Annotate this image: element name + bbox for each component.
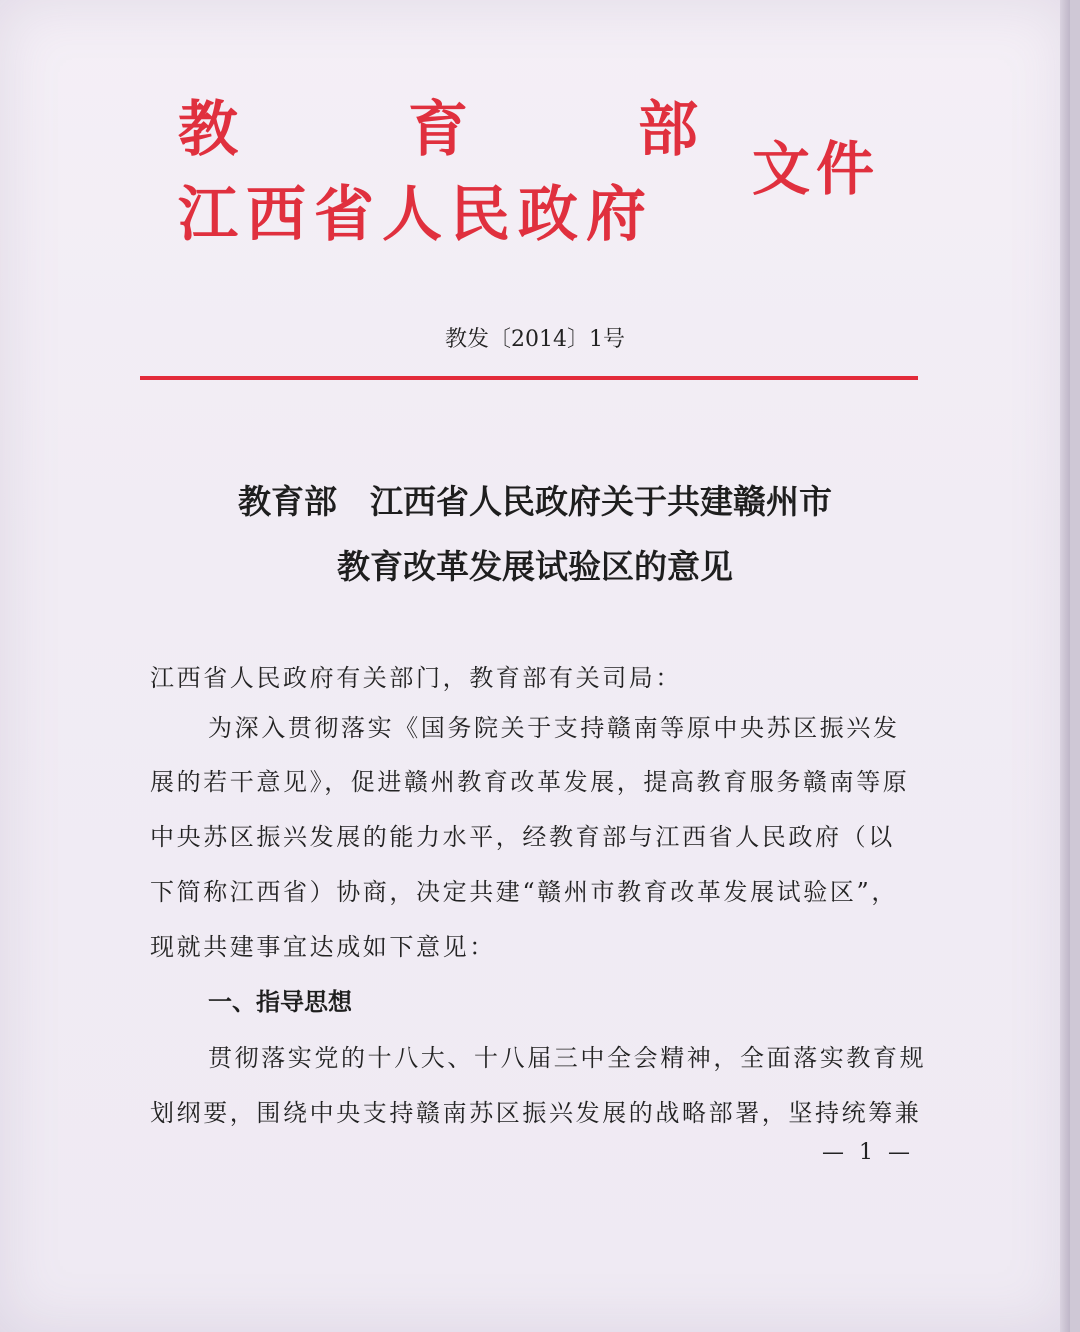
issuer-ministry-of-education — [178, 95, 698, 165]
paragraph-2-line: 贯彻落实党的十八大、十八届三中全会精神，全面落实教育规 — [208, 1044, 927, 1072]
document-type-label: 文件 — [752, 135, 881, 203]
page-edge — [1060, 0, 1070, 1332]
paragraph-1-line: 展的若干意见》，促进赣州教育改革发展，提高教育服务赣南等原 — [150, 768, 910, 796]
page-number: — 1 — — [822, 1140, 914, 1165]
paragraph-2-line: 划纲要，围绕中央支持赣南苏区振兴发展的战略部署，坚持统筹兼 — [150, 1099, 922, 1127]
paragraph-1-line: 中央苏区振兴发展的能力水平，经教育部与江西省人民政府（以 — [150, 823, 895, 851]
section-heading-guiding-ideology: 一、指导思想 — [208, 988, 352, 1016]
paragraph-1-line: 下简称江西省）协商，决定共建“赣州市教育改革发展试验区”， — [150, 878, 898, 906]
issuer-char: 育 — [408, 95, 468, 165]
issuer-char: 教 — [178, 95, 238, 165]
issuer-char: 部 — [638, 95, 698, 165]
red-separator-line — [140, 376, 918, 380]
document-title-line-1: 教育部 江西省人民政府关于共建赣州市 — [238, 482, 832, 521]
addressee: 江西省人民政府有关部门，教育部有关司局： — [150, 664, 682, 692]
document-number: 教发〔2014〕1号 — [445, 327, 625, 352]
paragraph-1-line: 现就共建事宜达成如下意见： — [150, 933, 496, 961]
paragraph-1-line: 为深入贯彻落实《国务院关于支持赣南等原中央苏区振兴发 — [208, 714, 900, 742]
document-title-line-2: 教育改革发展试验区的意见 — [337, 547, 733, 586]
issuer-jiangxi-government: 江西省人民政府 — [178, 180, 654, 250]
